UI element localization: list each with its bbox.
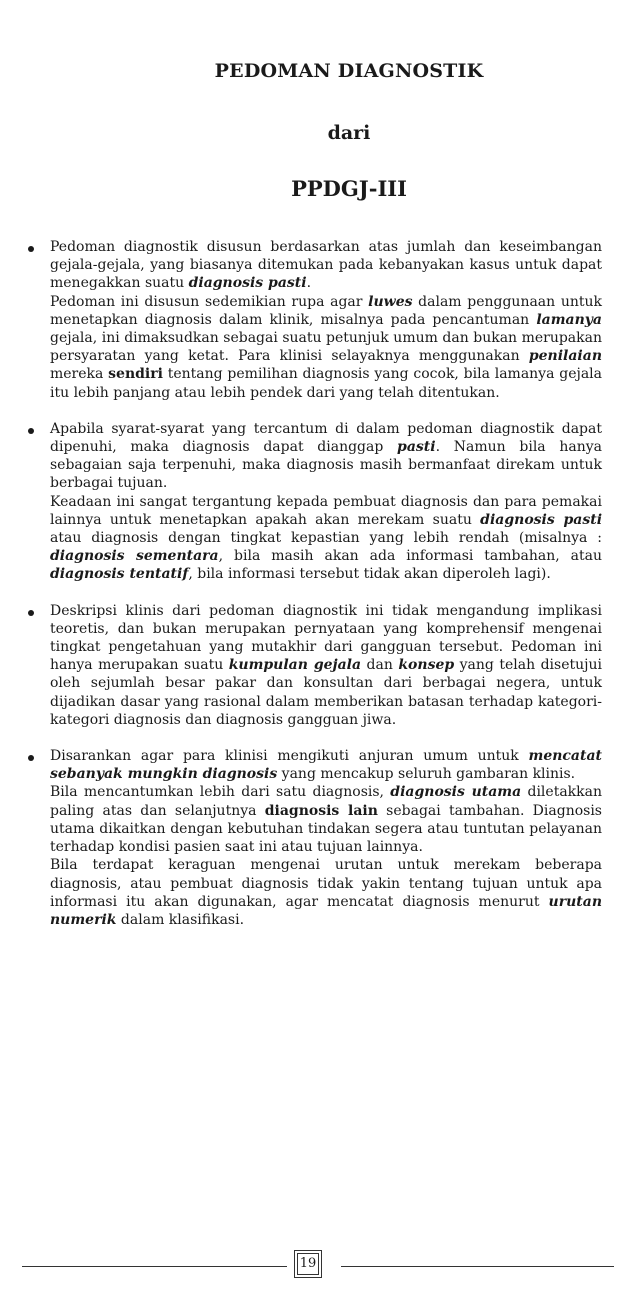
bullet-dot-icon [28,428,34,434]
paragraph [50,238,602,293]
emphasis-text: diagnosis lain [264,802,378,819]
page-footer [22,1247,614,1277]
paragraph [50,420,602,493]
text-run: Pedoman ini disusun sedemikian rupa agar [50,293,369,310]
page-number: 19 [294,1250,322,1278]
footer-rule-left [22,1266,287,1267]
emphasis-text: diagnosis pasti [480,511,603,528]
bullet-dot-icon [28,610,34,616]
emphasis-text: diagnosis utama [390,784,522,801]
title-line-3: PPDGJ-III [291,176,407,201]
emphasis-text: diagnosis tentatif [50,566,189,583]
paragraph [50,783,602,856]
bullet-list [22,238,602,947]
text-run: atau diagnosis dengan tingkat kepastian yang lebih rendah (misalnya : [50,530,602,547]
text-run: Bila mencantumkan lebih dari satu diagnosis, [50,784,391,801]
text-run: mereka [50,366,109,383]
emphasis-text: urutan numerik [50,893,602,928]
bullet-item [22,747,602,929]
bullet-item [22,238,602,402]
text-run: . Namun bila hanya sebagaian saja terpenuhi, maka diagnosis masih bermanfaat direkam untuk berbagai tujuan. [50,439,602,492]
paragraph [50,602,602,729]
bullet-dot-icon [28,246,34,252]
text-run: , bila informasi tersebut tidak akan diperoleh lagi). [188,566,551,583]
bullet-dot-icon [28,755,34,761]
emphasis-text: kumpulan gejala [228,657,362,674]
paragraph [50,293,602,402]
paragraph [50,856,602,929]
text-run: dalam penggunaan untuk menetapkan diagnosis dalam klinik, misalnya pada pencantuman [50,293,602,328]
text-run: Pedoman diagnostik disusun berdasarkan atas jumlah dan keseimbangan gejala-gejala, yang biasanya ditemukan pada kebanyakan kasus untuk dapat menegakkan suatu [50,239,602,292]
title-block [0,60,638,201]
emphasis-text: sendiri [108,366,163,383]
text-run: , bila masih akan ada informasi tambahan, atau [218,548,602,565]
text-run: dan [361,657,399,674]
emphasis-text: diagnosis sementara [50,548,219,565]
text-run: Disarankan agar para klinisi mengikuti anjuran umum untuk [50,748,529,765]
emphasis-text: mencatat sebanyak mungkin diagnosis [50,748,602,783]
emphasis-text: penilaian [528,348,602,365]
emphasis-text: lamanya [536,311,602,328]
text-run: dalam klasifikasi. [116,911,245,928]
text-run: tentang pemilihan diagnosis yang cocok, bila lamanya gejala itu lebih panjang atau lebih pendek dari yang telah ditentukan. [50,366,602,401]
text-run: yang mencakup seluruh gambaran klinis. [277,766,576,783]
bullet-item [22,602,602,729]
text-run: Keadaan ini sangat tergantung kepada pembuat diagnosis dan para pemakai lainnya untuk menetapkan apakah akan merekam suatu [50,493,602,528]
emphasis-text: diagnosis pasti [188,275,307,292]
text-run: Bila terdapat keraguan mengenai urutan untuk merekam beberapa diagnosis, atau pembuat diagnosis tidak yakin tentang tujuan untuk apa informasi itu akan digunakan, agar mencatat diagnosis menurut [50,857,602,910]
title-line-1: PEDOMAN DIAGNOSTIK [214,60,484,82]
emphasis-text: pasti [397,439,436,456]
text-run: gejala, ini dimaksudkan sebagai suatu petunjuk umum dan bukan merupakan persyaratan yang ketat. Para klinisi selayaknya menggunakan [50,330,602,365]
text-run: yang telah disetujui oleh sejumlah besar pakar dan konsultan dari berbagai negera, untuk dijadikan dasar yang rasional dalam memberikan batasan terhadap kategori-kategori diagnosis dan diagnosis gangguan jiwa. [50,657,602,728]
paragraph [50,493,602,584]
text-run: . [306,275,312,292]
text-run: diletakkan paling atas dan selanjutnya [50,784,602,819]
paragraph [50,747,602,783]
emphasis-text: konsep [398,657,455,674]
title-line-2: dari [327,122,371,144]
text-run: Apabila syarat-syarat yang tercantum di dalam pedoman diagnostik dapat dipenuhi, maka diagnosis dapat dianggap [50,420,602,456]
text-run: Deskripsi klinis dari pedoman diagnostik ini tidak mengandung implikasi teoretis, dan bukan merupakan pernyataan yang komprehensif mengenai tingkat pengetahuan yang mutakhir dari gangguan tersebut. Pedoman ini hanya merupakan suatu [50,602,602,674]
emphasis-text: luwes [368,293,413,310]
footer-rule-right [341,1266,614,1267]
text-run: sebagai tambahan. Diagnosis utama dikaitkan dengan kebutuhan tindakan segera atau tuntutan pelayanan terhadap kondisi pasien saat ini atau tujuan lainnya. [50,802,602,856]
bullet-item [22,420,602,584]
